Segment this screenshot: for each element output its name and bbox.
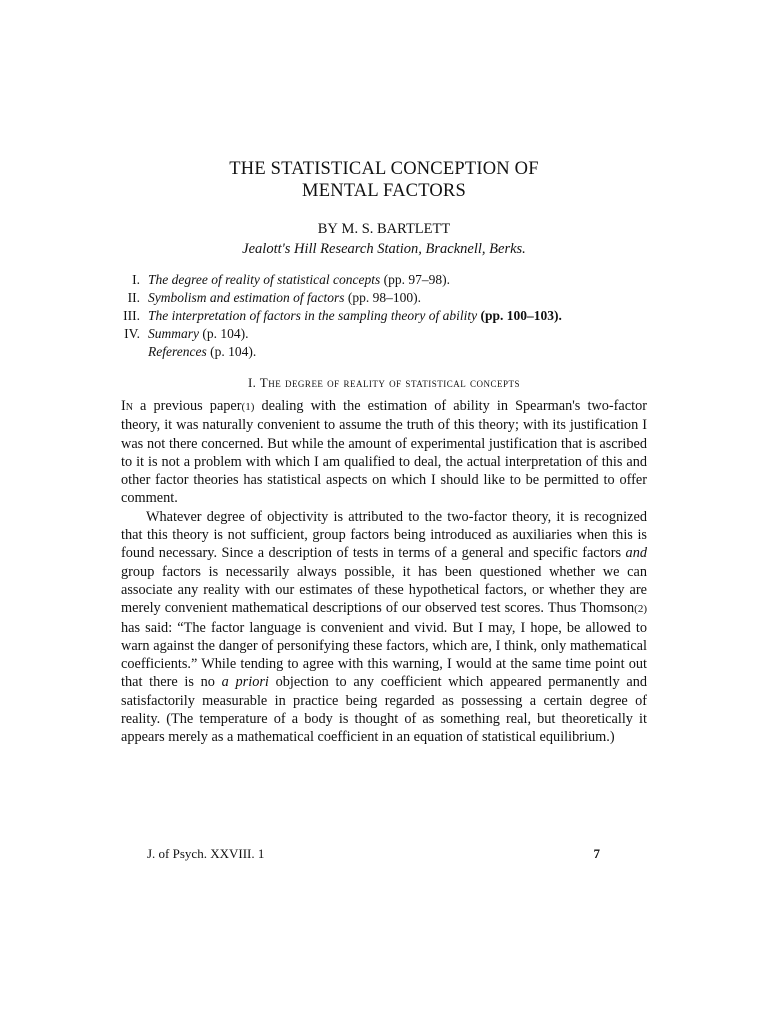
reference-marker: (2) (634, 603, 647, 616)
toc-item (100, 343, 660, 361)
section-title: The degree of reality of statistical concepts (259, 375, 520, 390)
toc-item-number: II. (127, 290, 140, 305)
author-affiliation: Jealott's Hill Research Station, Bracknell, Berks. (242, 241, 526, 257)
author-name: M. S. BARTLETT (341, 221, 451, 237)
emphasis-text: and (625, 545, 647, 562)
toc-item-pages: (p. 104). (202, 326, 249, 341)
byline-prefix: BY (317, 221, 338, 237)
paragraph-text: Whatever degree of objectivity is attributed to the two-factor theory, it is recognized that this theory is not sufficient, group factors being introduced as auxiliaries when this is found necessary. Since a description of tests in terms of a general and specific factors (121, 508, 647, 562)
article-title-line-2: MENTAL FACTORS (302, 181, 466, 201)
section-number: I. (248, 375, 257, 390)
toc-item (100, 307, 660, 325)
toc-item-title: The interpretation of factors in the sampling theory of ability (148, 308, 478, 323)
article-body (121, 397, 647, 747)
paragraph (121, 508, 647, 747)
toc-item-pages: (pp. 100–103). (480, 308, 562, 323)
toc-item (100, 289, 660, 307)
toc-item-title: Summary (148, 326, 199, 341)
toc-item-title: Symbolism and estimation of factors (148, 290, 345, 305)
paragraph-text: a previous paper (132, 398, 242, 414)
toc-item-number (100, 343, 148, 361)
table-of-contents (100, 271, 660, 361)
paragraph-text: objection to any coefficient which appeared permanently and satisfactorily measurable in practice being regarded as possessing a certain degree of reality. (The temperature of a body is thought of as something real, but theoretically it appears merely as a mathematical coefficient in an equation of statistical equilibrium.) (121, 674, 647, 746)
author-byline (0, 220, 768, 238)
toc-item-number: III. (123, 308, 140, 323)
toc-item-title: The degree of reality of statistical concepts (148, 272, 381, 287)
paragraph-text: group factors is necessarily always possible, it has been questioned whether we can associate any reality with our estimates of these hypothetical factors, or whether they are merely convenient mathematical descriptions of our observed test scores. Thus Thomson (121, 563, 647, 617)
article-title-line-1: THE STATISTICAL CONCEPTION OF (229, 159, 539, 179)
toc-item (100, 271, 660, 289)
toc-item-pages: (p. 104). (210, 344, 257, 359)
toc-item-number: IV. (124, 326, 140, 341)
section-heading (0, 375, 768, 391)
reference-marker: (1) (241, 401, 255, 413)
toc-item-pages: (pp. 97–98). (383, 272, 450, 287)
paragraph-text: has said: “The factor language is convenient and vivid. But I may, I hope, be allowed to warn against the danger of personifying these factors, which are, I think, only mathematical coefficients.” While tending to agree with this warning, I would at the same time point out that there is no (121, 619, 647, 691)
emphasis-text: a priori (221, 674, 269, 691)
toc-item-pages: (pp. 98–100). (347, 290, 421, 305)
page-footer (147, 846, 600, 862)
toc-item-number: I. (132, 272, 140, 287)
article-title (0, 158, 768, 202)
page-number: 7 (593, 846, 600, 861)
paragraph-text: dealing with the estimation of ability in Spearman's two-factor theory, it was naturally convenient to assume the truth of this theory; with its justification I was not there concerned. But while the amount of experimental justification that is ascribed to it is not a problem with which I am qualified to deal, the actual interpretation of this and other factor theories has statistical aspects on which I should like to be permitted to offer comment. (121, 398, 647, 507)
paragraph (121, 397, 647, 508)
toc-item (100, 325, 660, 343)
paragraph-lead: In (121, 398, 133, 414)
toc-item-title: References (148, 344, 207, 359)
journal-citation: J. of Psych. XXVIII. 1 (147, 846, 265, 861)
